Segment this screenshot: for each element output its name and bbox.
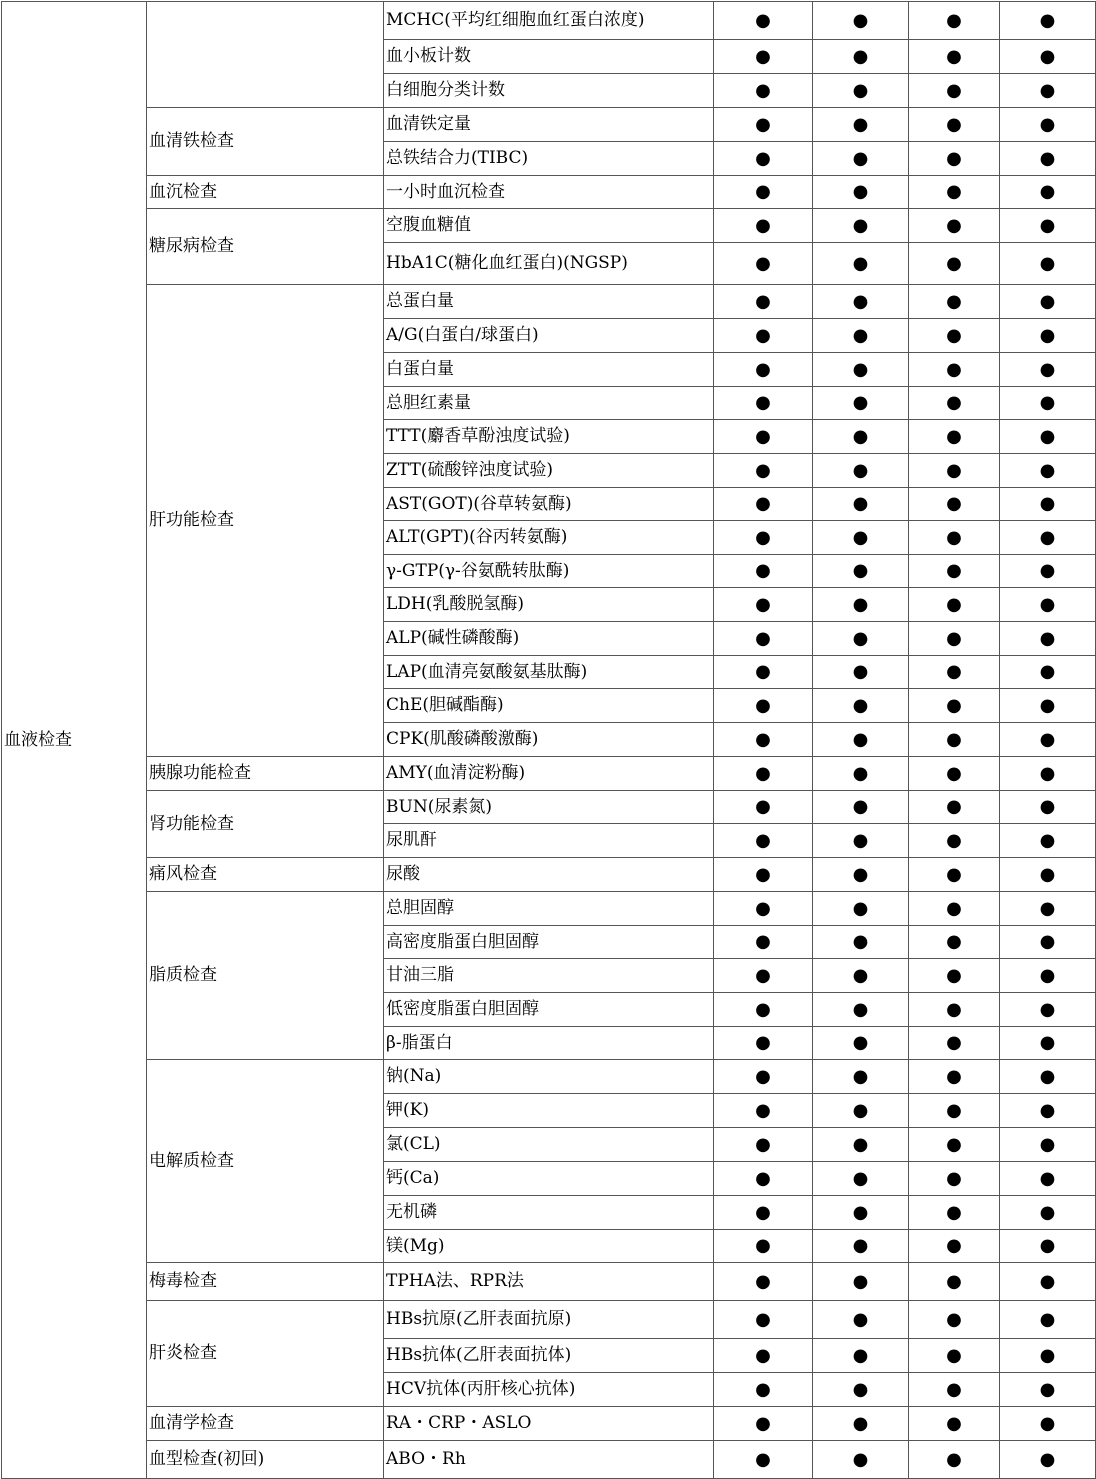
included-mark-cell: ●: [813, 689, 909, 723]
included-mark-cell: ●: [909, 1094, 1000, 1128]
table-row: [2, 285, 1096, 319]
exam-item-cell: 总胆固醇: [384, 892, 714, 926]
included-mark-cell: ●: [1000, 74, 1096, 108]
included-mark-cell: ●: [1000, 588, 1096, 622]
included-mark-cell: ●: [909, 1128, 1000, 1162]
exam-item-cell: AST(GOT)(谷草转氨酶): [384, 488, 714, 521]
group-name-cell: 血清铁检查: [147, 108, 384, 176]
included-mark-cell: ●: [813, 824, 909, 858]
included-mark-cell: ●: [714, 1407, 813, 1441]
included-mark-cell: ●: [813, 1128, 909, 1162]
included-mark-cell: ●: [714, 40, 813, 74]
exam-item-cell: 甘油三脂: [384, 959, 714, 993]
included-mark-cell: ●: [1000, 555, 1096, 588]
included-mark-cell: ●: [909, 1162, 1000, 1196]
included-mark-cell: ●: [813, 1407, 909, 1441]
included-mark-cell: ●: [813, 656, 909, 689]
group-name-cell: 痛风检查: [147, 858, 384, 892]
included-mark-cell: ●: [1000, 1407, 1096, 1441]
table-row: [2, 1301, 1096, 1339]
exam-item-cell: TTT(麝香草酚浊度试验): [384, 420, 714, 454]
included-mark-cell: ●: [813, 40, 909, 74]
included-mark-cell: ●: [909, 209, 1000, 243]
table-row: [2, 108, 1096, 142]
group-name-cell: 胰腺功能检查: [147, 757, 384, 791]
included-mark-cell: ●: [813, 926, 909, 959]
included-mark-cell: ●: [714, 1060, 813, 1094]
included-mark-cell: ●: [813, 1441, 909, 1479]
included-mark-cell: ●: [714, 1230, 813, 1263]
included-mark-cell: ●: [714, 285, 813, 319]
included-mark-cell: ●: [813, 1027, 909, 1060]
included-mark-cell: ●: [1000, 1196, 1096, 1230]
included-mark-cell: ●: [1000, 959, 1096, 993]
included-mark-cell: ●: [909, 959, 1000, 993]
included-mark-cell: ●: [714, 824, 813, 858]
included-mark-cell: ●: [909, 1301, 1000, 1339]
exam-item-cell: LAP(血清亮氨酸氨基肽酶): [384, 656, 714, 689]
included-mark-cell: ●: [1000, 1373, 1096, 1407]
exam-item-cell: 钠(Na): [384, 1060, 714, 1094]
included-mark-cell: ●: [1000, 176, 1096, 209]
included-mark-cell: ●: [909, 723, 1000, 757]
included-mark-cell: ●: [813, 387, 909, 420]
included-mark-cell: ●: [1000, 656, 1096, 689]
table-row: [2, 176, 1096, 209]
table-row: [2, 892, 1096, 926]
included-mark-cell: ●: [714, 1441, 813, 1479]
included-mark-cell: ●: [909, 858, 1000, 892]
included-mark-cell: ●: [714, 1301, 813, 1339]
group-name-cell: 肝炎检查: [147, 1301, 384, 1407]
included-mark-cell: ●: [813, 892, 909, 926]
included-mark-cell: ●: [714, 488, 813, 521]
included-mark-cell: ●: [714, 1339, 813, 1373]
included-mark-cell: ●: [1000, 1263, 1096, 1301]
included-mark-cell: ●: [909, 791, 1000, 824]
included-mark-cell: ●: [714, 1094, 813, 1128]
included-mark-cell: ●: [714, 176, 813, 209]
included-mark-cell: ●: [813, 108, 909, 142]
included-mark-cell: ●: [1000, 243, 1096, 285]
included-mark-cell: ●: [813, 1339, 909, 1373]
exam-item-cell: 白蛋白量: [384, 353, 714, 387]
included-mark-cell: ●: [714, 353, 813, 387]
included-mark-cell: ●: [813, 993, 909, 1027]
included-mark-cell: ●: [813, 454, 909, 488]
included-mark-cell: ●: [1000, 285, 1096, 319]
exam-item-cell: ABO・Rh: [384, 1441, 714, 1479]
included-mark-cell: ●: [1000, 1301, 1096, 1339]
included-mark-cell: ●: [1000, 1339, 1096, 1373]
included-mark-cell: ●: [909, 892, 1000, 926]
exam-item-cell: β-脂蛋白: [384, 1027, 714, 1060]
exam-item-cell: ChE(胆碱酯酶): [384, 689, 714, 723]
exam-item-cell: HbA1C(糖化血红蛋白)(NGSP): [384, 243, 714, 285]
exam-item-cell: CPK(肌酸磷酸激酶): [384, 723, 714, 757]
included-mark-cell: ●: [714, 319, 813, 353]
included-mark-cell: ●: [909, 521, 1000, 555]
included-mark-cell: ●: [909, 353, 1000, 387]
included-mark-cell: ●: [813, 555, 909, 588]
exam-item-cell: 血小板计数: [384, 40, 714, 74]
exam-item-cell: MCHC(平均红细胞血红蛋白浓度): [384, 2, 714, 40]
included-mark-cell: ●: [714, 791, 813, 824]
included-mark-cell: ●: [813, 209, 909, 243]
included-mark-cell: ●: [813, 176, 909, 209]
included-mark-cell: ●: [813, 319, 909, 353]
included-mark-cell: ●: [909, 1441, 1000, 1479]
table-row: [2, 1441, 1096, 1479]
included-mark-cell: ●: [714, 108, 813, 142]
exam-item-cell: 镁(Mg): [384, 1230, 714, 1263]
included-mark-cell: ●: [813, 488, 909, 521]
exam-item-cell: ALT(GPT)(谷丙转氨酶): [384, 521, 714, 555]
included-mark-cell: ●: [909, 622, 1000, 656]
included-mark-cell: ●: [813, 2, 909, 40]
included-mark-cell: ●: [1000, 521, 1096, 555]
included-mark-cell: ●: [714, 1027, 813, 1060]
included-mark-cell: ●: [909, 757, 1000, 791]
included-mark-cell: ●: [909, 74, 1000, 108]
included-mark-cell: ●: [714, 757, 813, 791]
included-mark-cell: ●: [714, 892, 813, 926]
exam-table-body: [2, 2, 1096, 1479]
included-mark-cell: ●: [1000, 142, 1096, 176]
group-name-cell: 脂质检查: [147, 892, 384, 1060]
included-mark-cell: ●: [1000, 892, 1096, 926]
included-mark-cell: ●: [1000, 993, 1096, 1027]
included-mark-cell: ●: [909, 555, 1000, 588]
group-name-cell: 血沉检查: [147, 176, 384, 209]
exam-item-cell: 尿肌酐: [384, 824, 714, 858]
included-mark-cell: ●: [909, 1407, 1000, 1441]
exam-item-cell: 尿酸: [384, 858, 714, 892]
included-mark-cell: ●: [909, 285, 1000, 319]
included-mark-cell: ●: [909, 1263, 1000, 1301]
included-mark-cell: ●: [1000, 1094, 1096, 1128]
table-row: [2, 1263, 1096, 1301]
included-mark-cell: ●: [909, 2, 1000, 40]
exam-item-cell: 白细胞分类计数: [384, 74, 714, 108]
included-mark-cell: ●: [813, 1373, 909, 1407]
included-mark-cell: ●: [813, 959, 909, 993]
table-row: [2, 858, 1096, 892]
included-mark-cell: ●: [714, 689, 813, 723]
included-mark-cell: ●: [813, 285, 909, 319]
exam-item-cell: AMY(血清淀粉酶): [384, 757, 714, 791]
included-mark-cell: ●: [909, 993, 1000, 1027]
included-mark-cell: ●: [1000, 1128, 1096, 1162]
group-name-cell: 电解质检查: [147, 1060, 384, 1263]
included-mark-cell: ●: [714, 387, 813, 420]
included-mark-cell: ●: [1000, 1162, 1096, 1196]
included-mark-cell: ●: [1000, 319, 1096, 353]
included-mark-cell: ●: [909, 1027, 1000, 1060]
included-mark-cell: ●: [1000, 420, 1096, 454]
included-mark-cell: ●: [909, 1373, 1000, 1407]
included-mark-cell: ●: [909, 454, 1000, 488]
table-row: [2, 1407, 1096, 1441]
included-mark-cell: ●: [714, 1128, 813, 1162]
included-mark-cell: ●: [714, 243, 813, 285]
group-name-cell: 梅毒检查: [147, 1263, 384, 1301]
included-mark-cell: ●: [714, 588, 813, 622]
included-mark-cell: ●: [813, 1162, 909, 1196]
exam-item-cell: 血清铁定量: [384, 108, 714, 142]
included-mark-cell: ●: [1000, 2, 1096, 40]
included-mark-cell: ●: [813, 723, 909, 757]
included-mark-cell: ●: [1000, 1441, 1096, 1479]
included-mark-cell: ●: [813, 757, 909, 791]
included-mark-cell: ●: [714, 656, 813, 689]
included-mark-cell: ●: [909, 1060, 1000, 1094]
included-mark-cell: ●: [909, 824, 1000, 858]
exam-item-cell: 总铁结合力(TIBC): [384, 142, 714, 176]
included-mark-cell: ●: [714, 420, 813, 454]
group-name-cell: 糖尿病检查: [147, 209, 384, 285]
included-mark-cell: ●: [909, 926, 1000, 959]
exam-item-cell: 总蛋白量: [384, 285, 714, 319]
exam-item-cell: 高密度脂蛋白胆固醇: [384, 926, 714, 959]
included-mark-cell: ●: [813, 521, 909, 555]
included-mark-cell: ●: [1000, 40, 1096, 74]
exam-item-cell: 总胆红素量: [384, 387, 714, 420]
included-mark-cell: ●: [714, 723, 813, 757]
included-mark-cell: ●: [813, 1060, 909, 1094]
included-mark-cell: ●: [909, 588, 1000, 622]
included-mark-cell: ●: [1000, 622, 1096, 656]
table-row: [2, 757, 1096, 791]
included-mark-cell: ●: [909, 108, 1000, 142]
included-mark-cell: ●: [714, 142, 813, 176]
exam-item-cell: 无机磷: [384, 1196, 714, 1230]
included-mark-cell: ●: [714, 959, 813, 993]
included-mark-cell: ●: [714, 209, 813, 243]
table-row: [2, 1060, 1096, 1094]
included-mark-cell: ●: [1000, 387, 1096, 420]
included-mark-cell: ●: [714, 1373, 813, 1407]
included-mark-cell: ●: [813, 420, 909, 454]
included-mark-cell: ●: [909, 1230, 1000, 1263]
exam-table: [1, 1, 1096, 1479]
included-mark-cell: ●: [1000, 454, 1096, 488]
exam-item-cell: 一小时血沉检查: [384, 176, 714, 209]
exam-item-cell: 空腹血糖值: [384, 209, 714, 243]
exam-item-cell: HBs抗体(乙肝表面抗体): [384, 1339, 714, 1373]
table-row: [2, 791, 1096, 824]
exam-item-cell: 钙(Ca): [384, 1162, 714, 1196]
group-name-cell: [147, 2, 384, 108]
exam-item-cell: ZTT(硫酸锌浊度试验): [384, 454, 714, 488]
included-mark-cell: ●: [909, 1196, 1000, 1230]
included-mark-cell: ●: [813, 791, 909, 824]
group-name-cell: 血清学检查: [147, 1407, 384, 1441]
included-mark-cell: ●: [714, 74, 813, 108]
included-mark-cell: ●: [909, 656, 1000, 689]
included-mark-cell: ●: [813, 622, 909, 656]
included-mark-cell: ●: [813, 243, 909, 285]
included-mark-cell: ●: [714, 993, 813, 1027]
included-mark-cell: ●: [813, 353, 909, 387]
included-mark-cell: ●: [714, 1196, 813, 1230]
included-mark-cell: ●: [1000, 209, 1096, 243]
included-mark-cell: ●: [714, 926, 813, 959]
exam-item-cell: 氯(CL): [384, 1128, 714, 1162]
included-mark-cell: ●: [909, 142, 1000, 176]
group-name-cell: 肝功能检查: [147, 285, 384, 757]
group-name-cell: 肾功能检查: [147, 791, 384, 858]
included-mark-cell: ●: [813, 74, 909, 108]
included-mark-cell: ●: [813, 1263, 909, 1301]
group-name-cell: 血型检查(初回): [147, 1441, 384, 1479]
included-mark-cell: ●: [1000, 1027, 1096, 1060]
included-mark-cell: ●: [813, 858, 909, 892]
included-mark-cell: ●: [1000, 1060, 1096, 1094]
included-mark-cell: ●: [714, 521, 813, 555]
included-mark-cell: ●: [1000, 926, 1096, 959]
exam-item-cell: ALP(碱性磷酸酶): [384, 622, 714, 656]
included-mark-cell: ●: [1000, 723, 1096, 757]
included-mark-cell: ●: [813, 142, 909, 176]
included-mark-cell: ●: [714, 1263, 813, 1301]
included-mark-cell: ●: [813, 1301, 909, 1339]
included-mark-cell: ●: [1000, 824, 1096, 858]
included-mark-cell: ●: [714, 555, 813, 588]
included-mark-cell: ●: [1000, 108, 1096, 142]
included-mark-cell: ●: [714, 1162, 813, 1196]
included-mark-cell: ●: [714, 622, 813, 656]
included-mark-cell: ●: [813, 1094, 909, 1128]
exam-item-cell: TPHA法、RPR法: [384, 1263, 714, 1301]
exam-item-cell: A/G(白蛋白/球蛋白): [384, 319, 714, 353]
exam-item-cell: BUN(尿素氮): [384, 791, 714, 824]
included-mark-cell: ●: [909, 176, 1000, 209]
included-mark-cell: ●: [1000, 757, 1096, 791]
included-mark-cell: ●: [714, 858, 813, 892]
category-cell: 血液检查: [2, 2, 147, 1479]
included-mark-cell: ●: [1000, 353, 1096, 387]
included-mark-cell: ●: [813, 1230, 909, 1263]
exam-item-cell: 低密度脂蛋白胆固醇: [384, 993, 714, 1027]
exam-item-cell: RA・CRP・ASLO: [384, 1407, 714, 1441]
included-mark-cell: ●: [909, 1339, 1000, 1373]
exam-item-cell: HCV抗体(丙肝核心抗体): [384, 1373, 714, 1407]
included-mark-cell: ●: [714, 454, 813, 488]
included-mark-cell: ●: [813, 588, 909, 622]
exam-item-cell: 钾(K): [384, 1094, 714, 1128]
table-row: [2, 209, 1096, 243]
included-mark-cell: ●: [813, 1196, 909, 1230]
included-mark-cell: ●: [714, 2, 813, 40]
included-mark-cell: ●: [1000, 1230, 1096, 1263]
included-mark-cell: ●: [909, 319, 1000, 353]
included-mark-cell: ●: [1000, 858, 1096, 892]
included-mark-cell: ●: [1000, 689, 1096, 723]
included-mark-cell: ●: [909, 689, 1000, 723]
included-mark-cell: ●: [1000, 488, 1096, 521]
included-mark-cell: ●: [909, 488, 1000, 521]
exam-item-cell: γ-GTP(γ-谷氨酰转肽酶): [384, 555, 714, 588]
table-row: [2, 2, 1096, 40]
included-mark-cell: ●: [909, 387, 1000, 420]
exam-item-cell: LDH(乳酸脱氢酶): [384, 588, 714, 622]
included-mark-cell: ●: [909, 243, 1000, 285]
included-mark-cell: ●: [909, 420, 1000, 454]
included-mark-cell: ●: [1000, 791, 1096, 824]
included-mark-cell: ●: [909, 40, 1000, 74]
exam-item-cell: HBs抗原(乙肝表面抗原): [384, 1301, 714, 1339]
